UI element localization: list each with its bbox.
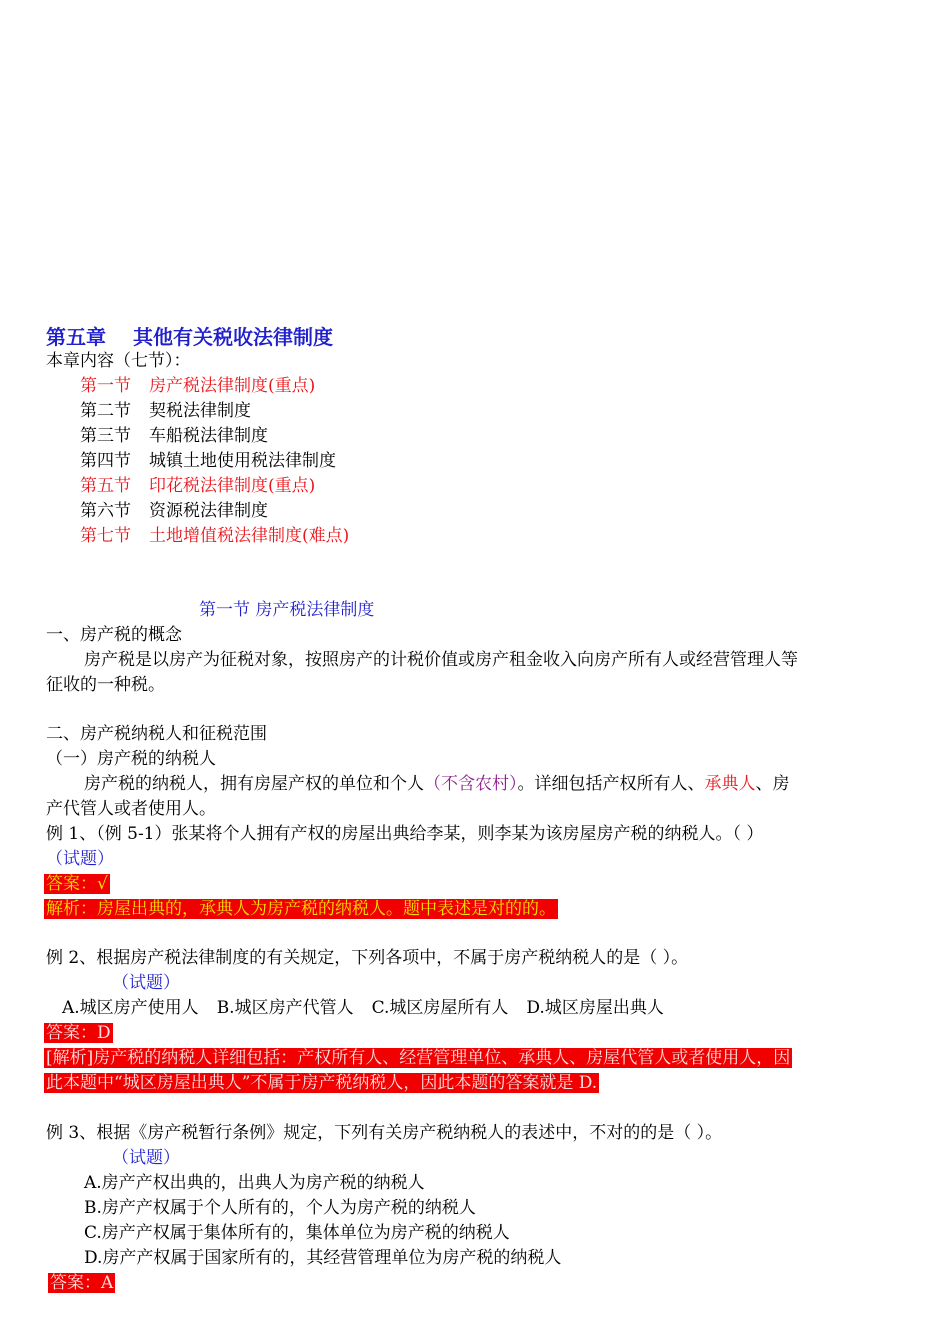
section-num: 第一节 [80,376,131,396]
example2-options [62,996,664,1020]
section-name: 契税法律制度 [149,401,251,421]
analysis-text: 此本题中“城区房屋出典人”不属于房产税纳税人，因此本题的答案就是 D. [46,1073,598,1093]
section-name: 车船税法律制度 [149,426,268,446]
example3-option-b: B.房产产权属于个人所有的，个人为房产税的纳税人 [84,1198,476,1218]
section-item-7 [80,524,349,548]
text-run: 房产税的纳税人，拥有房屋产权的单位和个人 [84,774,424,794]
section-title: 第一节 房产税法律制度 [199,600,375,620]
answer-text: 答案：A [50,1273,114,1293]
example2-analysis-line1 [44,1046,792,1070]
example2-answer [44,1021,113,1045]
example1-answer [44,872,110,896]
example2-question: 例 2、根据房产税法律制度的有关规定，下列各项中，不属于房产税纳税人的是（ ）。 [46,948,689,968]
option-b: B.城区房产代管人 [216,998,354,1018]
example3-option-d: D.房产产权属于国家所有的，其经营管理单位为房产税的纳税人 [84,1248,562,1268]
example1-tag: （试题） [46,849,114,869]
example2-analysis-line2 [44,1071,599,1095]
example2-tag: （试题） [112,973,180,993]
section-num: 第七节 [80,526,131,546]
option-d: D.城区房屋出典人 [526,998,664,1018]
example3-answer [48,1271,115,1295]
example1-analysis [44,897,558,921]
note-rural: （不含农村） [424,774,518,794]
option-c: C.城区房屋所有人 [371,998,509,1018]
paragraph-concept-line2: 征收的一种税。 [46,675,165,695]
section-num: 第五节 [80,476,131,496]
section-name: 房产税法律制度(重点) [149,376,316,396]
section-item-6 [80,499,268,523]
section-name: 印花税法律制度(重点) [149,476,316,496]
example3-option-a: A.房产产权出典的，出典人为房产税的纳税人 [84,1173,425,1193]
chapter-title: 第五章 其他有关税收法律制度 [46,325,333,349]
paragraph-taxpayers-line1 [84,772,790,796]
section-item-5 [80,474,315,498]
section-item-4 [80,449,336,473]
text-run: 。详细包括产权所有人、 [517,774,705,794]
subheading-taxpayers: （一）房产税的纳税人 [46,749,216,769]
section-num: 第二节 [80,401,131,421]
section-item-1 [80,374,315,398]
section-num: 第三节 [80,426,131,446]
example3-option-c: C.房产产权属于集体所有的，集体单位为房产税的纳税人 [84,1223,510,1243]
example3-tag: （试题） [112,1148,180,1168]
section-item-3 [80,424,268,448]
analysis-text: 解析：房屋出典的，承典人为房产税的纳税人。题中表述是对的的。 [46,899,556,919]
section-item-2 [80,399,251,423]
analysis-text: [解析]房产税的纳税人详细包括：产权所有人、经营管理单位、承典人、房屋代管人或者使用人，因 [46,1048,791,1068]
heading-taxpayers: 二、房产税纳税人和征税范围 [46,724,267,744]
section-name: 城镇土地使用税法律制度 [149,451,336,471]
example3-question: 例 3、根据《房产税暂行条例》规定，下列有关房产税纳税人的表述中，不对的的是（ ）。 [46,1123,723,1143]
section-name: 土地增值税法律制度(难点) [149,526,350,546]
section-num: 第四节 [80,451,131,471]
text-run: 、房 [755,774,790,794]
answer-text: 答案：√ [46,874,108,894]
section-num: 第六节 [80,501,131,521]
paragraph-taxpayers-line2: 产代管人或者使用人。 [46,799,216,819]
term-mortgagee: 承典人 [704,774,756,794]
option-a: A.城区房产使用人 [62,998,199,1018]
example1-question: 例 1、（例 5-1）张某将个人拥有产权的房屋出典给李某，则李某为该房屋房产税的纳税人。（ ） [46,824,764,844]
heading-concept: 一、房产税的概念 [46,625,182,645]
section-name: 资源税法律制度 [149,501,268,521]
paragraph-concept-line1: 房产税是以房产为征税对象，按照房产的计税价值或房产租金收入向房产所有人或经营管理人等 [84,650,798,670]
contents-label: 本章内容（七节）： [46,351,191,371]
answer-text: 答案：D [46,1023,111,1043]
